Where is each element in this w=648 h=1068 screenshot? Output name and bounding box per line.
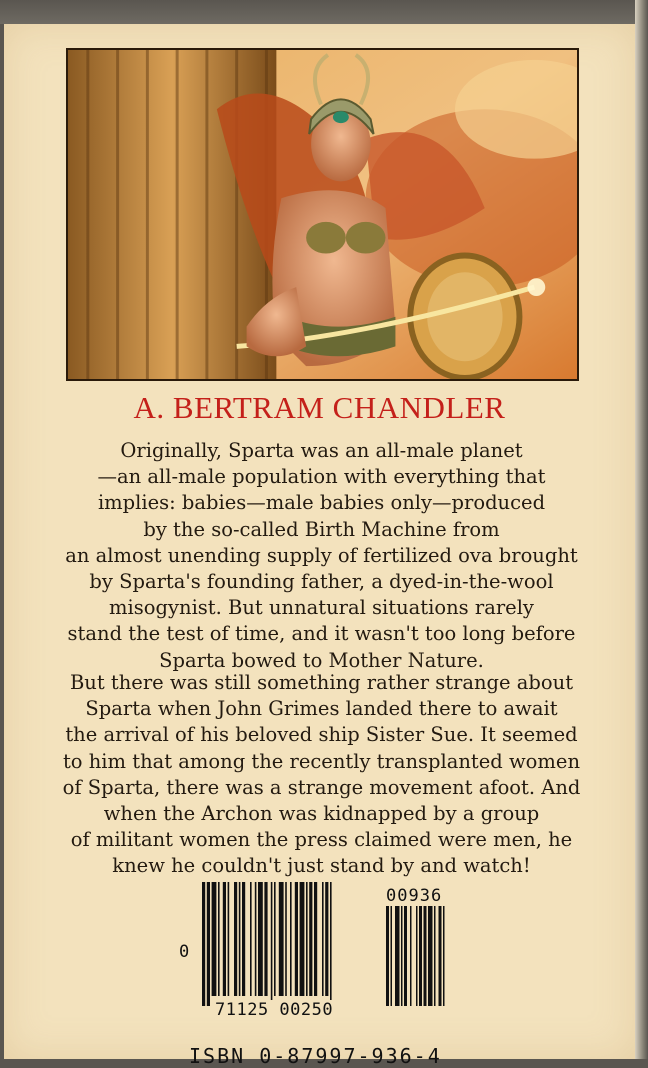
blurb-line: of militant women the press claimed were men, he bbox=[70, 828, 573, 852]
blurb-line: when the Archon was kidnapped by a group bbox=[103, 802, 540, 826]
barcode-supplement-bar bbox=[404, 906, 407, 1006]
barcode-bar bbox=[228, 882, 230, 996]
barcode-bar bbox=[274, 882, 276, 996]
barcode-left-digit: 0 bbox=[179, 942, 190, 962]
blurb-line: misogynist. But unnatural situations rarely bbox=[109, 596, 534, 620]
barcode-supplement-bar bbox=[410, 906, 412, 1006]
barcode-supplement-bar bbox=[401, 906, 403, 1006]
barcode-bar bbox=[306, 882, 308, 996]
blurb-line: stand the test of time, and it wasn't too long before bbox=[67, 622, 576, 646]
barcode-bar bbox=[218, 882, 220, 996]
barcode-bar bbox=[207, 882, 210, 1006]
barcode-supplement-bar bbox=[443, 906, 445, 1006]
barcode-bar bbox=[250, 882, 252, 996]
barcode-bar bbox=[300, 882, 305, 996]
barcode-supplement-bar bbox=[416, 906, 418, 1006]
barcode-supplement-bar bbox=[434, 906, 436, 1006]
barcode-bar bbox=[264, 882, 267, 996]
barcode-supplement-bar bbox=[424, 906, 427, 1006]
barcode-bar bbox=[290, 882, 292, 996]
blurb-line: But there was still something rather strange about bbox=[69, 671, 574, 694]
barcode-bar bbox=[223, 882, 226, 996]
barcode-bar bbox=[242, 882, 245, 996]
blurb-line: Sparta bowed to Mother Nature. bbox=[159, 648, 484, 672]
blurb-line: by the so-called Birth Machine from bbox=[143, 517, 500, 541]
blurb-line: by Sparta's founding father, a dyed-in-the-wool bbox=[89, 570, 554, 594]
barcode-bar bbox=[309, 882, 312, 996]
blurb-line: Sparta when John Grimes landed there to await bbox=[85, 697, 558, 721]
barcode-bar bbox=[330, 882, 332, 1006]
barcode-bar bbox=[255, 882, 257, 996]
blurb-paragraph-2 bbox=[44, 670, 599, 880]
blurb-line: knew he couldn't just stand by and watch! bbox=[112, 854, 531, 878]
barcode-bar bbox=[271, 882, 273, 1006]
barcode-bar bbox=[234, 882, 237, 996]
background-right-edge bbox=[635, 0, 648, 1059]
cover-illustration bbox=[66, 48, 579, 381]
barcode-bar bbox=[322, 882, 324, 996]
blurb-line: of Sparta, there was a strange movement afoot. And bbox=[62, 775, 581, 799]
barcode-bar bbox=[314, 882, 317, 996]
barcode-supplement-bar bbox=[386, 906, 389, 1006]
barcode-supplement-bar bbox=[419, 906, 422, 1006]
blurb-line: to him that among the recently transplanted women bbox=[62, 749, 581, 773]
barcode-supplement-bar bbox=[391, 906, 393, 1006]
blurb-line: the arrival of his beloved ship Sister Sue. It seemed bbox=[65, 723, 578, 747]
warrior-woman-illustration bbox=[68, 50, 577, 379]
blurb-line: implies: babies—male babies only—produced bbox=[97, 491, 546, 515]
isbn: ISBN 0-87997-936-4 bbox=[189, 1044, 442, 1068]
author-name: A. BERTRAM CHANDLER bbox=[133, 390, 506, 425]
barcode-bar bbox=[212, 882, 217, 996]
book-back-cover bbox=[4, 24, 635, 1068]
barcode-bar bbox=[258, 882, 263, 996]
barcode-supplement-digits: 00936 bbox=[386, 886, 443, 906]
blurb-line: an almost unending supply of fertilized ova brought bbox=[65, 543, 578, 567]
barcode-bar bbox=[325, 882, 328, 996]
background-top-edge bbox=[0, 0, 648, 24]
barcode-bar bbox=[239, 882, 241, 996]
barcode-supplement-bar bbox=[428, 906, 433, 1006]
barcode-bar bbox=[279, 882, 284, 996]
barcode-bar bbox=[202, 882, 205, 1006]
blurb-line: Originally, Sparta was an all-male planet bbox=[120, 439, 523, 462]
blurb-paragraph-1 bbox=[44, 438, 599, 674]
barcode-supplement-bar bbox=[439, 906, 442, 1006]
barcode-bottom-digits: 71125 00250 bbox=[215, 1000, 334, 1020]
barcode-bar bbox=[295, 882, 298, 996]
barcode-supplement-bar bbox=[395, 906, 400, 1006]
barcode-bar bbox=[285, 882, 287, 996]
blurb-line: —an all-male population with everything that bbox=[97, 465, 546, 489]
